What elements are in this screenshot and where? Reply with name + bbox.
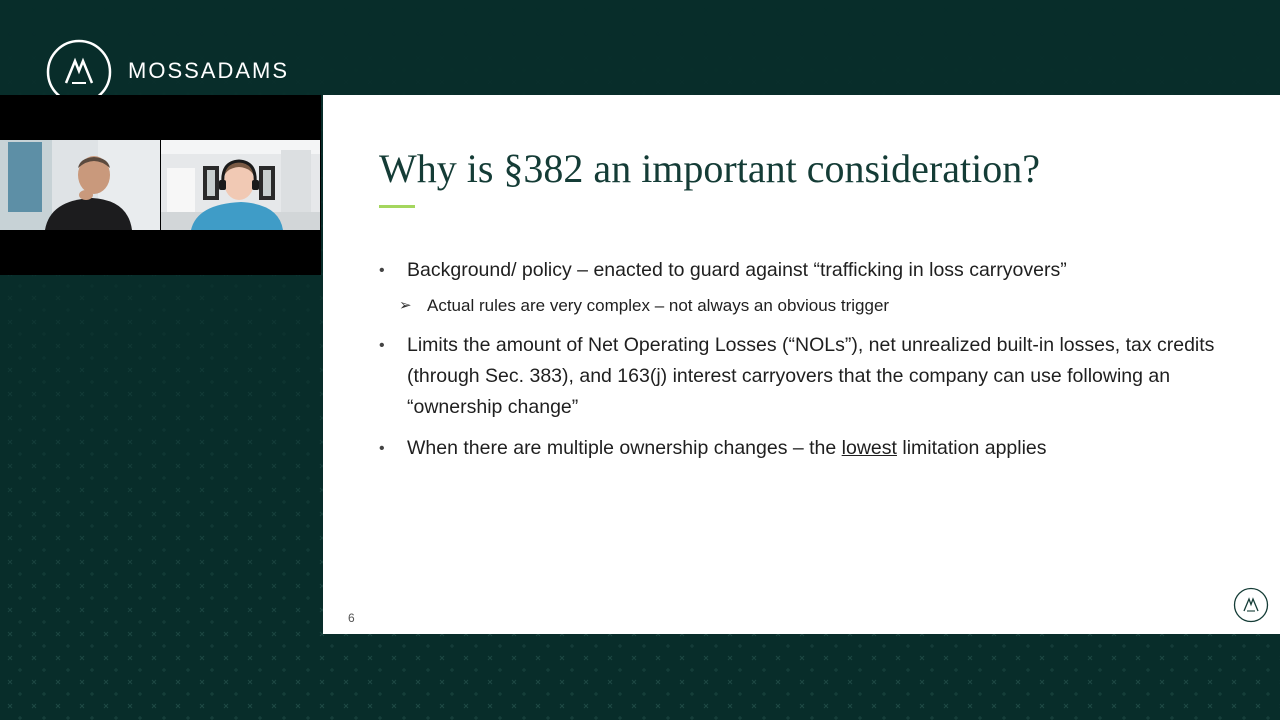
mossadams-logo-icon bbox=[1233, 587, 1269, 623]
participant-video-2 bbox=[161, 140, 320, 230]
participant-video-tile-1[interactable] bbox=[0, 140, 160, 230]
bullet-text-pre: When there are multiple ownership changes – the bbox=[407, 437, 842, 459]
slide-title: Why is §382 an important consideration? bbox=[379, 146, 1040, 191]
title-accent-rule bbox=[379, 205, 415, 208]
participant-video-tile-2[interactable] bbox=[161, 140, 320, 230]
slide-page-number: 6 bbox=[348, 611, 355, 625]
bullet-text: Limits the amount of Net Operating Losses (“NOLs”), net unrealized built-in losses, tax credits (through Sec. 383), and 163(j) interest carryovers that the company can use following an “ownership change” bbox=[407, 334, 1215, 418]
arrow-bullet-icon: ➢ bbox=[399, 297, 412, 314]
participant-video-1 bbox=[0, 140, 160, 230]
bullet-dot-icon: • bbox=[379, 440, 385, 457]
sub-bullet-item bbox=[379, 294, 1249, 318]
bullet-dot-icon: • bbox=[379, 337, 385, 354]
bullet-text-post: limitation applies bbox=[896, 437, 1047, 459]
bullet-text-emphasis: lowest bbox=[841, 437, 897, 459]
presentation-slide bbox=[323, 95, 1280, 634]
bullet-text: Background/ policy – enacted to guard against “trafficking in loss carryovers” bbox=[407, 259, 1067, 281]
sub-bullet-text: Actual rules are very complex – not always an obvious trigger bbox=[427, 296, 890, 315]
bullet-item bbox=[379, 255, 1249, 286]
bullet-dot-icon: • bbox=[379, 262, 385, 279]
brand-name: MOSSADAMS bbox=[128, 58, 290, 83]
brand-header bbox=[46, 45, 289, 97]
bullet-list bbox=[379, 255, 1249, 474]
video-panel bbox=[0, 95, 321, 275]
bullet-item bbox=[379, 433, 1249, 464]
bullet-item bbox=[379, 330, 1249, 423]
